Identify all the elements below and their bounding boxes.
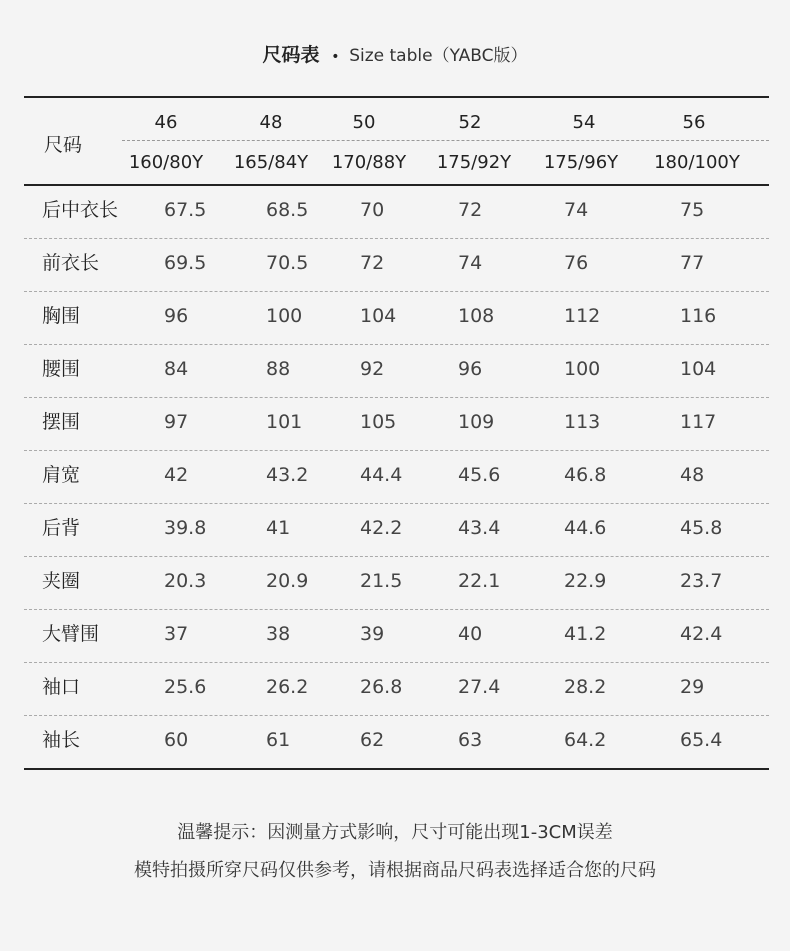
table-cell: 23.7 [680,570,723,592]
table-cell: 113 [564,411,601,433]
table-cell: 116 [680,305,717,327]
table-cell: 22.9 [564,570,607,592]
table-cell: 97 [164,411,189,433]
table-cell: 88 [266,358,291,380]
table-cell: 96 [164,305,189,327]
table-cell: 62 [360,729,385,751]
table-cell: 39.8 [164,517,207,539]
row-label: 大臂围 [42,623,100,645]
table-cell: 26.8 [360,676,403,698]
height-header: 170/88Y [331,152,407,173]
table-cell: 45.6 [458,464,501,486]
row-label: 袖长 [42,729,81,751]
table-cell: 72 [458,199,483,221]
table-cell: 64.2 [564,729,607,751]
tolerance-note: 温馨提示：因测量方式影响，尺寸可能出现1-3CM误差 [177,822,613,843]
table-cell: 29 [680,676,705,698]
table-cell: 26.2 [266,676,309,698]
table-cell: 77 [680,252,705,274]
table-row [24,291,769,344]
row-label: 袖口 [42,676,81,698]
size-table [24,96,769,770]
row-label: 肩宽 [42,464,81,486]
table-cell: 65.4 [680,729,723,751]
table-row [24,450,769,503]
row-label: 后背 [42,517,81,539]
table-cell: 67.5 [164,199,207,221]
table-cell: 105 [360,411,397,433]
row-label: 摆围 [42,411,81,433]
table-cell: 100 [266,305,303,327]
table-cell: 25.6 [164,676,207,698]
table-row [24,186,769,238]
table-cell: 41 [266,517,291,539]
table-row [24,662,769,715]
height-header: 175/92Y [436,152,512,173]
table-row [24,503,769,556]
table-cell: 44.6 [564,517,607,539]
title-separator: • [331,49,340,65]
table-cell: 43.2 [266,464,309,486]
size-advice-note: 模特拍摄所穿尺码仅供参考，请根据商品尺码表选择适合您的尺码 [134,860,656,881]
table-cell: 43.4 [458,517,501,539]
header-divider [122,140,769,141]
table-cell: 69.5 [164,252,207,274]
table-cell: 44.4 [360,464,403,486]
table-cell: 20.3 [164,570,207,592]
table-cell: 96 [458,358,483,380]
table-cell: 100 [564,358,601,380]
table-cell: 75 [680,199,705,221]
table-cell: 60 [164,729,189,751]
table-cell: 104 [360,305,397,327]
table-cell: 72 [360,252,385,274]
table-cell: 42.4 [680,623,723,645]
table-cell: 48 [680,464,705,486]
table-cell: 74 [564,199,589,221]
table-cell: 92 [360,358,385,380]
table-row [24,609,769,662]
table-cell: 40 [458,623,483,645]
page-title [0,40,790,67]
table-cell: 38 [266,623,291,645]
table-cell: 39 [360,623,385,645]
table-header [24,98,769,186]
table-cell: 70.5 [266,252,309,274]
table-cell: 41.2 [564,623,607,645]
table-cell: 45.8 [680,517,723,539]
row-label: 后中衣长 [42,199,119,221]
table-cell: 27.4 [458,676,501,698]
table-cell: 108 [458,305,495,327]
row-label: 前衣长 [42,252,100,274]
table-cell: 28.2 [564,676,607,698]
size-header: 48 [259,112,283,133]
table-row [24,344,769,397]
table-cell: 104 [680,358,717,380]
size-header: 52 [458,112,482,133]
size-header: 46 [154,112,178,133]
size-header: 50 [352,112,376,133]
table-cell: 70 [360,199,385,221]
title-chinese: 尺码表 [262,44,320,66]
table-cell: 117 [680,411,717,433]
row-label: 夹圈 [42,570,81,592]
table-cell: 37 [164,623,189,645]
table-row [24,238,769,291]
table-cell: 68.5 [266,199,309,221]
size-header: 56 [682,112,706,133]
table-cell: 42.2 [360,517,403,539]
table-row [24,397,769,450]
title-english: Size table（YABC版） [349,46,528,66]
table-cell: 112 [564,305,601,327]
size-column-label: 尺码 [44,134,83,156]
row-label: 胸围 [42,305,81,327]
table-row [24,556,769,609]
table-cell: 109 [458,411,495,433]
table-cell: 42 [164,464,189,486]
size-header: 54 [572,112,596,133]
table-cell: 46.8 [564,464,607,486]
table-row [24,715,769,768]
table-cell: 63 [458,729,483,751]
height-header: 180/100Y [654,152,740,173]
table-cell: 20.9 [266,570,309,592]
table-cell: 22.1 [458,570,501,592]
table-cell: 21.5 [360,570,403,592]
table-cell: 61 [266,729,291,751]
row-label: 腰围 [42,358,81,380]
table-cell: 101 [266,411,303,433]
table-cell: 76 [564,252,589,274]
height-header: 175/96Y [543,152,619,173]
table-cell: 74 [458,252,483,274]
height-header: 165/84Y [233,152,309,173]
table-body [24,186,769,768]
table-cell: 84 [164,358,189,380]
height-header: 160/80Y [128,152,204,173]
